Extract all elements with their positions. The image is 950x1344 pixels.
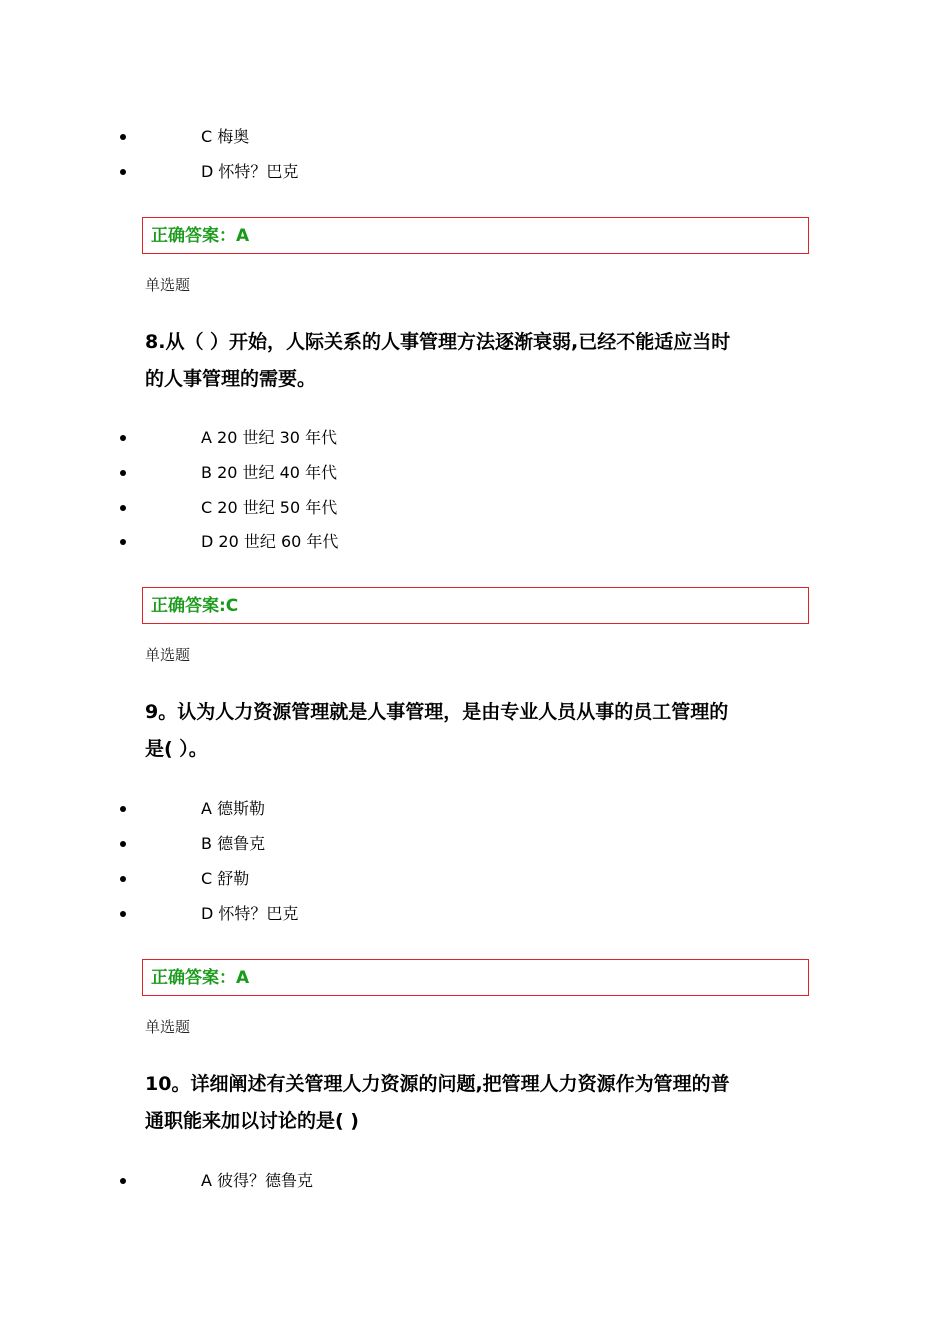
answer-text: 正确答案:C <box>151 596 239 616</box>
option-item[interactable] <box>0 798 950 822</box>
option-text: C 20 世纪 50 年代 <box>201 498 338 517</box>
question-type: 单选题 <box>145 646 191 664</box>
bullet-icon <box>120 876 126 882</box>
option-text: D 怀特？巴克 <box>201 904 299 923</box>
question-text <box>145 324 810 398</box>
option-text: D 20 世纪 60 年代 <box>201 532 339 551</box>
question-line: 是( ）。 <box>145 738 208 760</box>
question-line: 通职能来加以讨论的是( ) <box>145 1110 359 1132</box>
answer-text: 正确答案：A <box>151 226 250 246</box>
option-text: A 20 世纪 30 年代 <box>201 428 338 447</box>
answer-box <box>142 959 809 996</box>
question-text <box>145 1066 810 1140</box>
option-text: C 舒勒 <box>201 869 250 888</box>
option-item[interactable] <box>0 903 950 927</box>
option-item[interactable] <box>0 126 950 150</box>
bullet-icon <box>120 806 126 812</box>
option-item[interactable] <box>0 833 950 857</box>
option-item[interactable] <box>0 427 950 451</box>
option-item[interactable] <box>0 462 950 486</box>
bullet-icon <box>120 539 126 545</box>
bullet-icon <box>120 134 126 140</box>
bullet-icon <box>120 505 126 511</box>
option-text: B 20 世纪 40 年代 <box>201 463 338 482</box>
option-item[interactable] <box>0 868 950 892</box>
option-text: A 德斯勒 <box>201 799 266 818</box>
option-text: A 彼得？德鲁克 <box>201 1171 314 1190</box>
option-text: C 梅奥 <box>201 127 250 146</box>
answer-box <box>142 587 809 624</box>
question-text <box>145 694 810 768</box>
option-text: D 怀特？巴克 <box>201 162 299 181</box>
bullet-icon <box>120 169 126 175</box>
option-text: B 德鲁克 <box>201 834 266 853</box>
question-line: 9。认为人力资源管理就是人事管理，是由专业人员从事的员工管理的 <box>145 701 729 723</box>
option-item[interactable] <box>0 161 950 185</box>
question-line: 的人事管理的需要。 <box>145 368 317 390</box>
question-type: 单选题 <box>145 276 191 294</box>
question-line: 10。详细阐述有关管理人力资源的问题,把管理人力资源作为管理的普 <box>145 1073 730 1095</box>
option-item[interactable] <box>0 531 950 555</box>
answer-text: 正确答案：A <box>151 968 250 988</box>
bullet-icon <box>120 1178 126 1184</box>
question-type: 单选题 <box>145 1018 191 1036</box>
answer-box <box>142 217 809 254</box>
question-line: 8.从（ ）开始，人际关系的人事管理方法逐渐衰弱,已经不能适应当时 <box>145 331 731 353</box>
option-item[interactable] <box>0 497 950 521</box>
option-item[interactable] <box>0 1170 950 1194</box>
bullet-icon <box>120 470 126 476</box>
bullet-icon <box>120 911 126 917</box>
bullet-icon <box>120 435 126 441</box>
bullet-icon <box>120 841 126 847</box>
